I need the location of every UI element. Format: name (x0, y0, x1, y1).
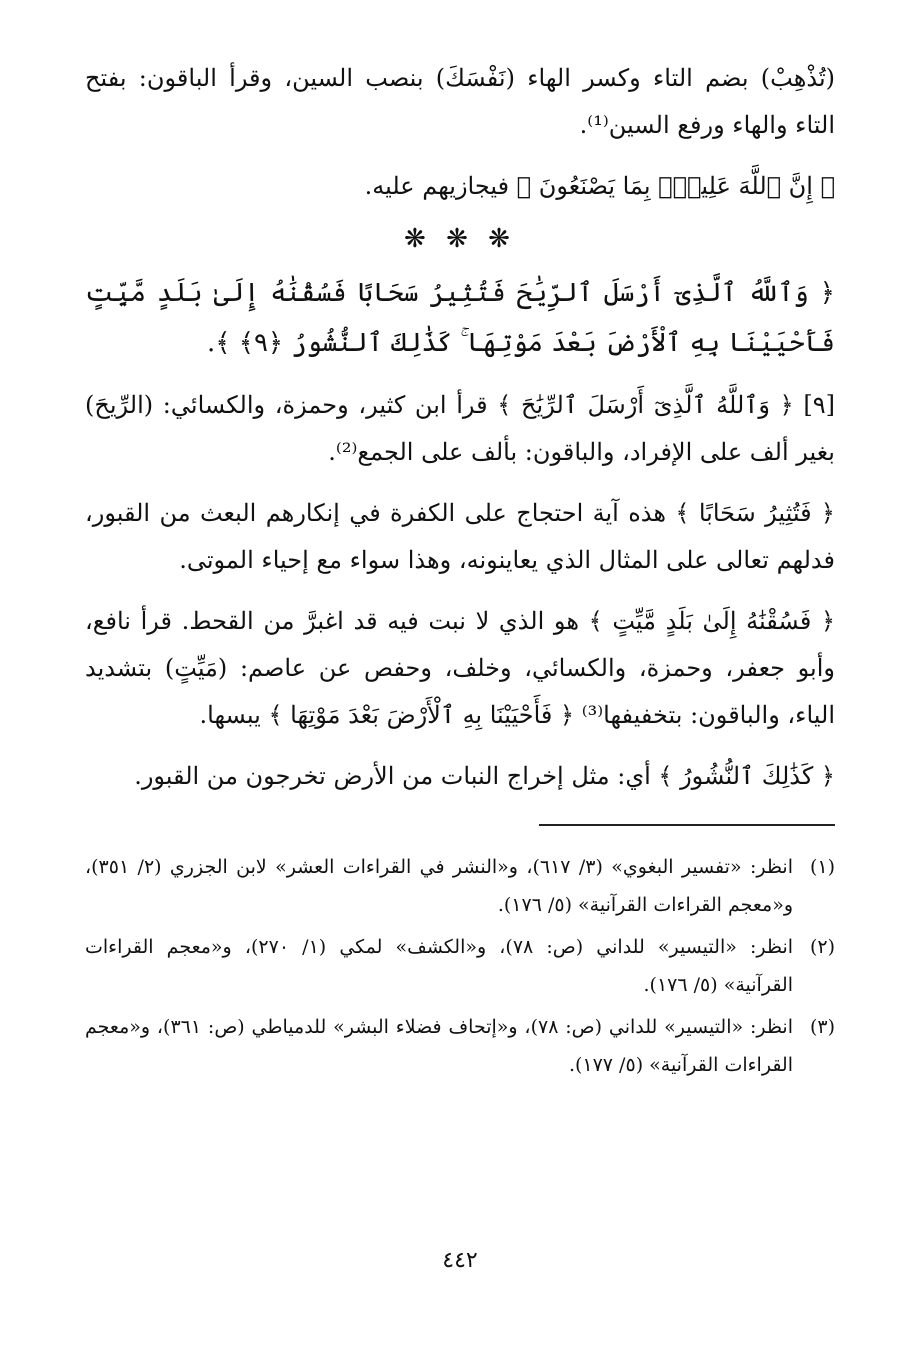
commentary-paragraph: ﴿ فَسُقْنَٰهُ إِلَىٰ بَلَدٍ مَّيِّتٍ ﴾ هو الذي لا نبت فيه قد اغبرَّ من القحط. قرأ نافع، وأبو جعفر، وحمزة، والكسائي، وخلف، وحفص عن عاصم: (مَيِّتٍ) بتشديد الياء، والباقون: بتخفيفها⁽³⁾ ﴿ فَأَحْيَيْنَا بِهِ ٱلْأَرْضَ بَعْدَ مَوْتِهَا ﴾ يبسها. (85, 607, 835, 729)
footnote-number: (٢) (809, 936, 835, 958)
page-number: ٤٤٢ (442, 1248, 478, 1273)
footnote-divider (539, 824, 835, 826)
footnote-1 (85, 848, 835, 924)
footnote-3 (85, 1008, 835, 1084)
footnote-number: (١) (809, 856, 835, 878)
paragraph-verse-ending: ﴿ إِنَّ ٱللَّهَ عَلِيمٌۢ بِمَا يَصْنَعُونَ ﴾ فيجازيهم عليه. (364, 172, 835, 200)
footnote-2 (85, 928, 835, 1004)
footnote-text: انظر: «التيسير» للداني (ص: ٧٨)، و«إتحاف فضلاء البشر» للدمياطي (ص: ٣٦١)، و«معجم القراءات القرآنية» (٥/ ١٧٧). (85, 1016, 794, 1076)
footnote-number: (٣) (809, 1016, 835, 1038)
footnote-text: انظر: «التيسير» للداني (ص: ٧٨)، و«الكشف» لمكي (١/ ٢٧٠)، و«معجم القراءات القرآنية» (٥/ ١٧٦). (85, 936, 794, 996)
commentary-paragraph: [٩] ﴿ وَٱللَّهُ ٱلَّذِىٓ أَرْسَلَ ٱلرِّيَٰحَ ﴾ قرأ ابن كثير، وحمزة، والكسائي: (الرِّيحَ) بغير ألف على الإفراد، والباقون: بألف على الجمع⁽²⁾. (85, 391, 835, 466)
footnote-text: انظر: «تفسير البغوي» (٣/ ٦١٧)، و«النشر في القراءات العشر» لابن الجزري (٢/ ٣٥١)، و«معجم القراءات القرآنية» (٥/ ١٧٦). (85, 856, 793, 916)
section-separator: ❋ ❋ ❋ (404, 224, 516, 254)
commentary-paragraph: ﴿ كَذَٰلِكَ ٱلنُّشُورُ ﴾ أي: مثل إخراج النبات من الأرض تخرجون من القبور. (134, 762, 835, 790)
quran-verse-9: ﴿ وَٱللَّهُ ٱلَّذِىٓ أَرْسَلَ ٱلرِّيَٰحَ فَتُثِيرُ سَحَابًا فَسُقْنَٰهُ إِلَىٰ بَلَدٍ مَّيِّتٍ فَأَحْيَيْنَا بِهِ ٱلْأَرْضَ بَعْدَ مَوْتِهَا ۚ كَذَٰلِكَ ٱلنُّشُورُ ﴿٩﴾ ﴾. (85, 278, 835, 358)
paragraph-reading-note: (تُذْهِبْ) بضم التاء وكسر الهاء (نَفْسَكَ) بنصب السين، وقرأ الباقون: بفتح التاء والهاء ورفع السين⁽¹⁾. (85, 64, 835, 139)
page-body (85, 55, 835, 1088)
commentary-paragraph: ﴿ فَتُثِيرُ سَحَابًا ﴾ هذه آية احتجاج على الكفرة في إنكارهم البعث من القبور، فدلهم تعالى على المثال الذي يعاينونه، وهذا سواء مع إحياء الموتى. (85, 499, 835, 574)
